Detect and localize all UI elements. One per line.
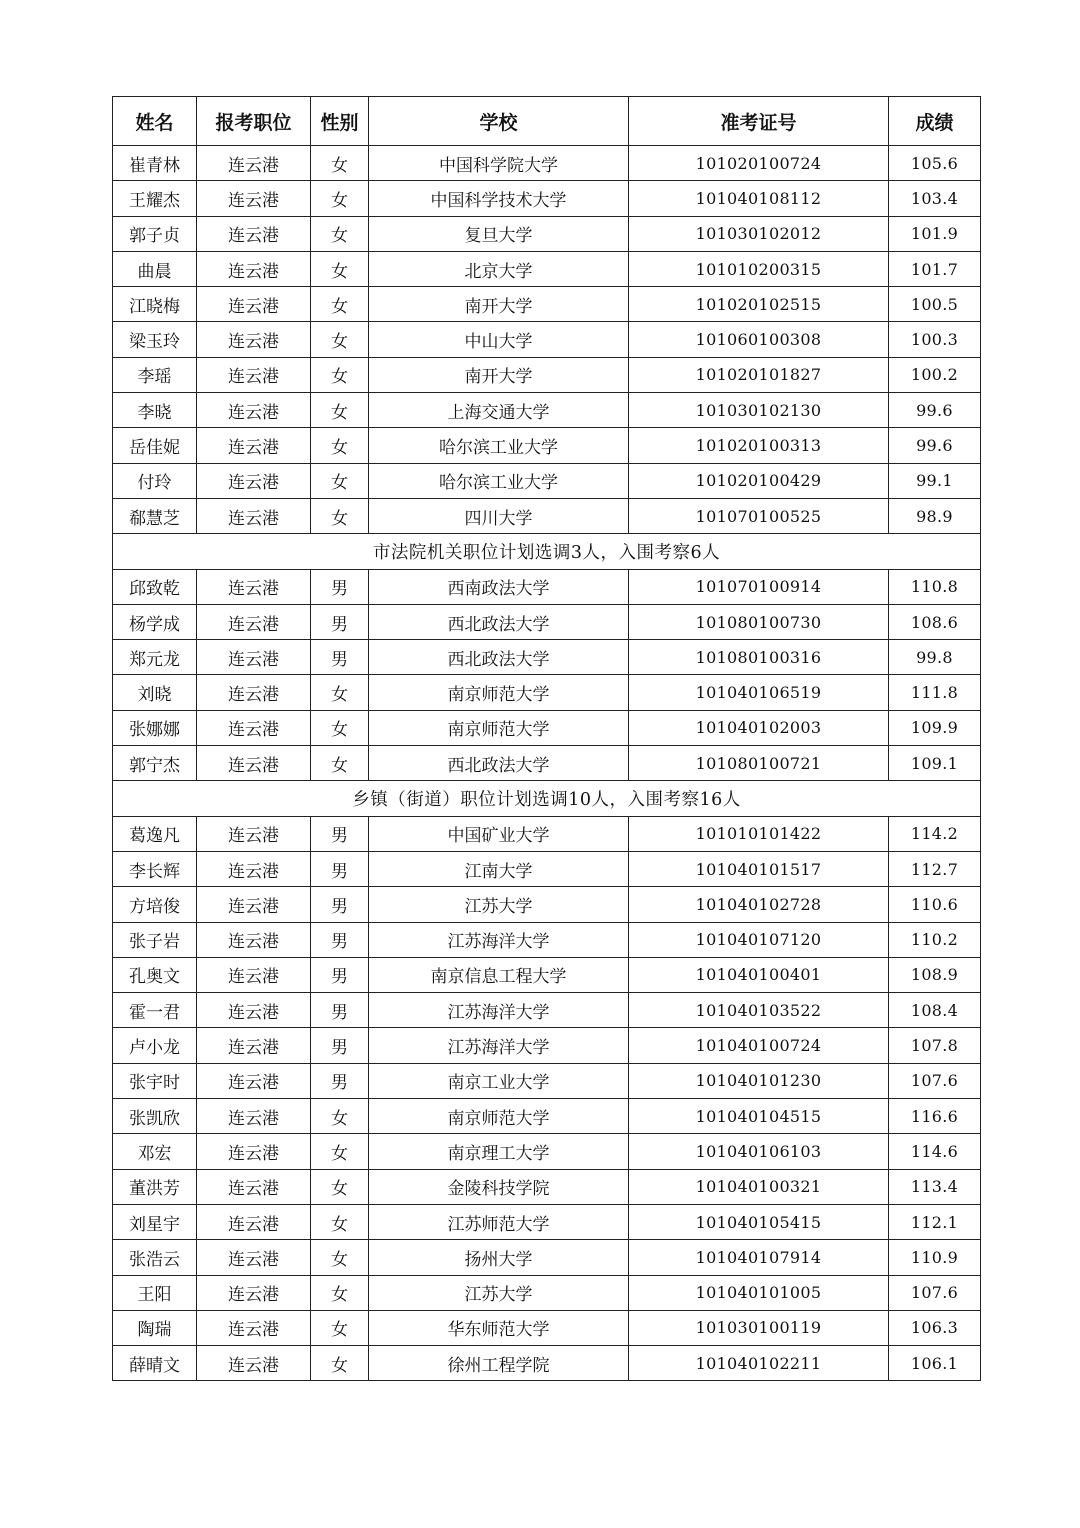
header-position: 报考职位 xyxy=(197,97,311,146)
cell-gender: 女 xyxy=(311,287,369,322)
cell-name: 郑元龙 xyxy=(113,640,197,675)
cell-position: 连云港 xyxy=(197,957,311,992)
cell-exam-id: 101080100730 xyxy=(629,604,889,639)
cell-gender: 男 xyxy=(311,569,369,604)
cell-score: 105.6 xyxy=(889,146,981,181)
table-row xyxy=(113,287,981,322)
cell-name: 葛逸凡 xyxy=(113,816,197,851)
cell-gender: 女 xyxy=(311,746,369,781)
cell-position: 连云港 xyxy=(197,498,311,533)
cell-school: 哈尔滨工业大学 xyxy=(369,463,629,498)
table-row xyxy=(113,640,981,675)
cell-school: 华东师范大学 xyxy=(369,1310,629,1345)
cell-name: 张娜娜 xyxy=(113,710,197,745)
cell-score: 98.9 xyxy=(889,498,981,533)
table-row xyxy=(113,1028,981,1063)
cell-name: 张浩云 xyxy=(113,1240,197,1275)
cell-exam-id: 101040103522 xyxy=(629,993,889,1028)
cell-position: 连云港 xyxy=(197,428,311,463)
cell-position: 连云港 xyxy=(197,1204,311,1239)
cell-score: 107.8 xyxy=(889,1028,981,1063)
cell-school: 中国矿业大学 xyxy=(369,816,629,851)
cell-gender: 女 xyxy=(311,498,369,533)
cell-school: 北京大学 xyxy=(369,251,629,286)
cell-score: 101.7 xyxy=(889,251,981,286)
cell-position: 连云港 xyxy=(197,393,311,428)
cell-school: 西南政法大学 xyxy=(369,569,629,604)
cell-score: 99.6 xyxy=(889,428,981,463)
table-row xyxy=(113,746,981,781)
cell-name: 崔青林 xyxy=(113,146,197,181)
cell-name: 郭子贞 xyxy=(113,216,197,251)
cell-exam-id: 101040108112 xyxy=(629,181,889,216)
cell-score: 99.1 xyxy=(889,463,981,498)
cell-school: 南京师范大学 xyxy=(369,710,629,745)
cell-position: 连云港 xyxy=(197,181,311,216)
cell-position: 连云港 xyxy=(197,216,311,251)
cell-position: 连云港 xyxy=(197,1028,311,1063)
cell-school: 扬州大学 xyxy=(369,1240,629,1275)
cell-score: 110.2 xyxy=(889,922,981,957)
cell-gender: 女 xyxy=(311,710,369,745)
cell-position: 连云港 xyxy=(197,569,311,604)
cell-gender: 女 xyxy=(311,1099,369,1134)
cell-gender: 男 xyxy=(311,640,369,675)
table-row xyxy=(113,251,981,286)
cell-score: 114.2 xyxy=(889,816,981,851)
cell-school: 江南大学 xyxy=(369,851,629,886)
cell-gender: 男 xyxy=(311,1028,369,1063)
cell-position: 连云港 xyxy=(197,251,311,286)
cell-name: 李瑶 xyxy=(113,357,197,392)
cell-exam-id: 101010200315 xyxy=(629,251,889,286)
cell-gender: 女 xyxy=(311,181,369,216)
cell-exam-id: 101020100724 xyxy=(629,146,889,181)
cell-exam-id: 101060100308 xyxy=(629,322,889,357)
cell-score: 108.4 xyxy=(889,993,981,1028)
cell-gender: 男 xyxy=(311,1063,369,1098)
cell-gender: 女 xyxy=(311,1169,369,1204)
header-score: 成绩 xyxy=(889,97,981,146)
cell-school: 四川大学 xyxy=(369,498,629,533)
cell-position: 连云港 xyxy=(197,1063,311,1098)
cell-score: 100.5 xyxy=(889,287,981,322)
cell-gender: 女 xyxy=(311,1275,369,1310)
cell-school: 中国科学技术大学 xyxy=(369,181,629,216)
cell-position: 连云港 xyxy=(197,1275,311,1310)
cell-score: 100.2 xyxy=(889,357,981,392)
section-header-row xyxy=(113,781,981,816)
cell-name: 薛晴文 xyxy=(113,1346,197,1381)
cell-exam-id: 101020100313 xyxy=(629,428,889,463)
cell-gender: 女 xyxy=(311,428,369,463)
cell-school: 南京工业大学 xyxy=(369,1063,629,1098)
cell-score: 99.6 xyxy=(889,393,981,428)
table-body xyxy=(113,146,981,1381)
cell-score: 113.4 xyxy=(889,1169,981,1204)
cell-score: 108.6 xyxy=(889,604,981,639)
cell-exam-id: 101030100119 xyxy=(629,1310,889,1345)
cell-position: 连云港 xyxy=(197,146,311,181)
cell-position: 连云港 xyxy=(197,1169,311,1204)
cell-name: 王耀杰 xyxy=(113,181,197,216)
cell-exam-id: 101080100316 xyxy=(629,640,889,675)
cell-gender: 女 xyxy=(311,675,369,710)
cell-score: 101.9 xyxy=(889,216,981,251)
table-row xyxy=(113,710,981,745)
cell-school: 南京信息工程大学 xyxy=(369,957,629,992)
cell-school: 金陵科技学院 xyxy=(369,1169,629,1204)
table-row xyxy=(113,1240,981,1275)
cell-position: 连云港 xyxy=(197,993,311,1028)
cell-name: 邓宏 xyxy=(113,1134,197,1169)
cell-exam-id: 101040102003 xyxy=(629,710,889,745)
table-row xyxy=(113,1275,981,1310)
cell-name: 董洪芳 xyxy=(113,1169,197,1204)
cell-score: 112.1 xyxy=(889,1204,981,1239)
cell-gender: 女 xyxy=(311,1310,369,1345)
cell-position: 连云港 xyxy=(197,1240,311,1275)
cell-gender: 男 xyxy=(311,816,369,851)
table-row xyxy=(113,322,981,357)
header-exam-id: 准考证号 xyxy=(629,97,889,146)
cell-position: 连云港 xyxy=(197,1099,311,1134)
cell-name: 陶瑞 xyxy=(113,1310,197,1345)
table-row xyxy=(113,357,981,392)
cell-school: 江苏海洋大学 xyxy=(369,922,629,957)
cell-exam-id: 101040104515 xyxy=(629,1099,889,1134)
cell-exam-id: 101040101230 xyxy=(629,1063,889,1098)
table-row xyxy=(113,922,981,957)
cell-position: 连云港 xyxy=(197,463,311,498)
cell-position: 连云港 xyxy=(197,816,311,851)
cell-exam-id: 101020102515 xyxy=(629,287,889,322)
cell-exam-id: 101040100401 xyxy=(629,957,889,992)
cell-school: 南开大学 xyxy=(369,357,629,392)
cell-position: 连云港 xyxy=(197,710,311,745)
cell-name: 邱致乾 xyxy=(113,569,197,604)
cell-exam-id: 101070100525 xyxy=(629,498,889,533)
cell-exam-id: 101040101517 xyxy=(629,851,889,886)
cell-school: 西北政法大学 xyxy=(369,640,629,675)
results-table xyxy=(112,96,981,1381)
cell-score: 111.8 xyxy=(889,675,981,710)
cell-exam-id: 101040100321 xyxy=(629,1169,889,1204)
cell-school: 上海交通大学 xyxy=(369,393,629,428)
cell-name: 梁玉玲 xyxy=(113,322,197,357)
cell-gender: 女 xyxy=(311,146,369,181)
cell-school: 中国科学院大学 xyxy=(369,146,629,181)
cell-school: 南京师范大学 xyxy=(369,1099,629,1134)
cell-exam-id: 101040102728 xyxy=(629,887,889,922)
cell-position: 连云港 xyxy=(197,357,311,392)
cell-position: 连云港 xyxy=(197,922,311,957)
cell-name: 杨学成 xyxy=(113,604,197,639)
cell-school: 江苏大学 xyxy=(369,1275,629,1310)
cell-exam-id: 101040101005 xyxy=(629,1275,889,1310)
table-row xyxy=(113,569,981,604)
cell-name: 张子岩 xyxy=(113,922,197,957)
cell-score: 116.6 xyxy=(889,1099,981,1134)
table-row xyxy=(113,146,981,181)
table-row xyxy=(113,816,981,851)
cell-position: 连云港 xyxy=(197,640,311,675)
cell-exam-id: 101010101422 xyxy=(629,816,889,851)
cell-name: 王阳 xyxy=(113,1275,197,1310)
cell-school: 江苏大学 xyxy=(369,887,629,922)
cell-exam-id: 101040102211 xyxy=(629,1346,889,1381)
cell-position: 连云港 xyxy=(197,1134,311,1169)
table-row xyxy=(113,1346,981,1381)
cell-school: 徐州工程学院 xyxy=(369,1346,629,1381)
cell-score: 99.8 xyxy=(889,640,981,675)
cell-name: 李晓 xyxy=(113,393,197,428)
cell-gender: 女 xyxy=(311,1346,369,1381)
cell-name: 郗慧芝 xyxy=(113,498,197,533)
cell-score: 106.1 xyxy=(889,1346,981,1381)
section-title: 市法院机关职位计划选调3人，入围考察6人 xyxy=(113,534,981,569)
table-row xyxy=(113,393,981,428)
cell-score: 110.8 xyxy=(889,569,981,604)
cell-gender: 女 xyxy=(311,357,369,392)
cell-school: 中山大学 xyxy=(369,322,629,357)
table-row xyxy=(113,1310,981,1345)
cell-name: 付玲 xyxy=(113,463,197,498)
cell-score: 107.6 xyxy=(889,1275,981,1310)
cell-gender: 女 xyxy=(311,251,369,286)
table-row xyxy=(113,498,981,533)
cell-school: 江苏海洋大学 xyxy=(369,993,629,1028)
section-title: 乡镇（街道）职位计划选调10人，入围考察16人 xyxy=(113,781,981,816)
header-school: 学校 xyxy=(369,97,629,146)
cell-gender: 女 xyxy=(311,216,369,251)
cell-score: 109.1 xyxy=(889,746,981,781)
table-row xyxy=(113,851,981,886)
cell-position: 连云港 xyxy=(197,604,311,639)
cell-gender: 女 xyxy=(311,393,369,428)
cell-name: 刘晓 xyxy=(113,675,197,710)
table-row xyxy=(113,993,981,1028)
cell-name: 卢小龙 xyxy=(113,1028,197,1063)
table-header-row xyxy=(113,97,981,146)
cell-score: 109.9 xyxy=(889,710,981,745)
cell-school: 南开大学 xyxy=(369,287,629,322)
header-gender: 性别 xyxy=(311,97,369,146)
cell-score: 103.4 xyxy=(889,181,981,216)
cell-exam-id: 101040100724 xyxy=(629,1028,889,1063)
cell-exam-id: 101030102130 xyxy=(629,393,889,428)
cell-name: 岳佳妮 xyxy=(113,428,197,463)
cell-exam-id: 101070100914 xyxy=(629,569,889,604)
cell-position: 连云港 xyxy=(197,1310,311,1345)
cell-position: 连云港 xyxy=(197,1346,311,1381)
table-row xyxy=(113,1134,981,1169)
cell-exam-id: 101040107914 xyxy=(629,1240,889,1275)
table-row xyxy=(113,428,981,463)
cell-position: 连云港 xyxy=(197,887,311,922)
table-row xyxy=(113,216,981,251)
cell-school: 西北政法大学 xyxy=(369,746,629,781)
cell-name: 孔奥文 xyxy=(113,957,197,992)
cell-gender: 男 xyxy=(311,851,369,886)
cell-position: 连云港 xyxy=(197,322,311,357)
cell-exam-id: 101040106103 xyxy=(629,1134,889,1169)
table-row xyxy=(113,463,981,498)
cell-exam-id: 101040105415 xyxy=(629,1204,889,1239)
cell-name: 张凯欣 xyxy=(113,1099,197,1134)
cell-gender: 女 xyxy=(311,1204,369,1239)
cell-score: 114.6 xyxy=(889,1134,981,1169)
cell-name: 霍一君 xyxy=(113,993,197,1028)
cell-gender: 男 xyxy=(311,993,369,1028)
cell-score: 110.6 xyxy=(889,887,981,922)
cell-school: 南京师范大学 xyxy=(369,675,629,710)
cell-school: 西北政法大学 xyxy=(369,604,629,639)
cell-name: 曲晨 xyxy=(113,251,197,286)
cell-name: 李长辉 xyxy=(113,851,197,886)
cell-exam-id: 101040107120 xyxy=(629,922,889,957)
cell-school: 复旦大学 xyxy=(369,216,629,251)
cell-exam-id: 101030102012 xyxy=(629,216,889,251)
cell-name: 郭宁杰 xyxy=(113,746,197,781)
cell-gender: 男 xyxy=(311,604,369,639)
cell-gender: 女 xyxy=(311,1134,369,1169)
cell-name: 方培俊 xyxy=(113,887,197,922)
cell-school: 哈尔滨工业大学 xyxy=(369,428,629,463)
table-row xyxy=(113,181,981,216)
cell-score: 110.9 xyxy=(889,1240,981,1275)
cell-gender: 男 xyxy=(311,922,369,957)
cell-gender: 女 xyxy=(311,463,369,498)
cell-position: 连云港 xyxy=(197,746,311,781)
section-header-row xyxy=(113,534,981,569)
cell-name: 江晓梅 xyxy=(113,287,197,322)
cell-name: 刘星宇 xyxy=(113,1204,197,1239)
table-row xyxy=(113,604,981,639)
table-row xyxy=(113,1169,981,1204)
header-name: 姓名 xyxy=(113,97,197,146)
cell-exam-id: 101040106519 xyxy=(629,675,889,710)
cell-position: 连云港 xyxy=(197,851,311,886)
cell-gender: 男 xyxy=(311,887,369,922)
cell-score: 107.6 xyxy=(889,1063,981,1098)
table-row xyxy=(113,1204,981,1239)
table-row xyxy=(113,957,981,992)
table-row xyxy=(113,1063,981,1098)
cell-gender: 男 xyxy=(311,957,369,992)
results-sheet xyxy=(112,96,980,1381)
cell-score: 108.9 xyxy=(889,957,981,992)
cell-school: 江苏师范大学 xyxy=(369,1204,629,1239)
cell-exam-id: 101080100721 xyxy=(629,746,889,781)
cell-position: 连云港 xyxy=(197,675,311,710)
cell-score: 100.3 xyxy=(889,322,981,357)
cell-gender: 女 xyxy=(311,1240,369,1275)
cell-score: 112.7 xyxy=(889,851,981,886)
cell-exam-id: 101020101827 xyxy=(629,357,889,392)
cell-exam-id: 101020100429 xyxy=(629,463,889,498)
cell-name: 张宇时 xyxy=(113,1063,197,1098)
cell-position: 连云港 xyxy=(197,287,311,322)
table-row xyxy=(113,887,981,922)
cell-gender: 女 xyxy=(311,322,369,357)
cell-school: 南京理工大学 xyxy=(369,1134,629,1169)
cell-score: 106.3 xyxy=(889,1310,981,1345)
cell-school: 江苏海洋大学 xyxy=(369,1028,629,1063)
table-row xyxy=(113,675,981,710)
table-row xyxy=(113,1099,981,1134)
